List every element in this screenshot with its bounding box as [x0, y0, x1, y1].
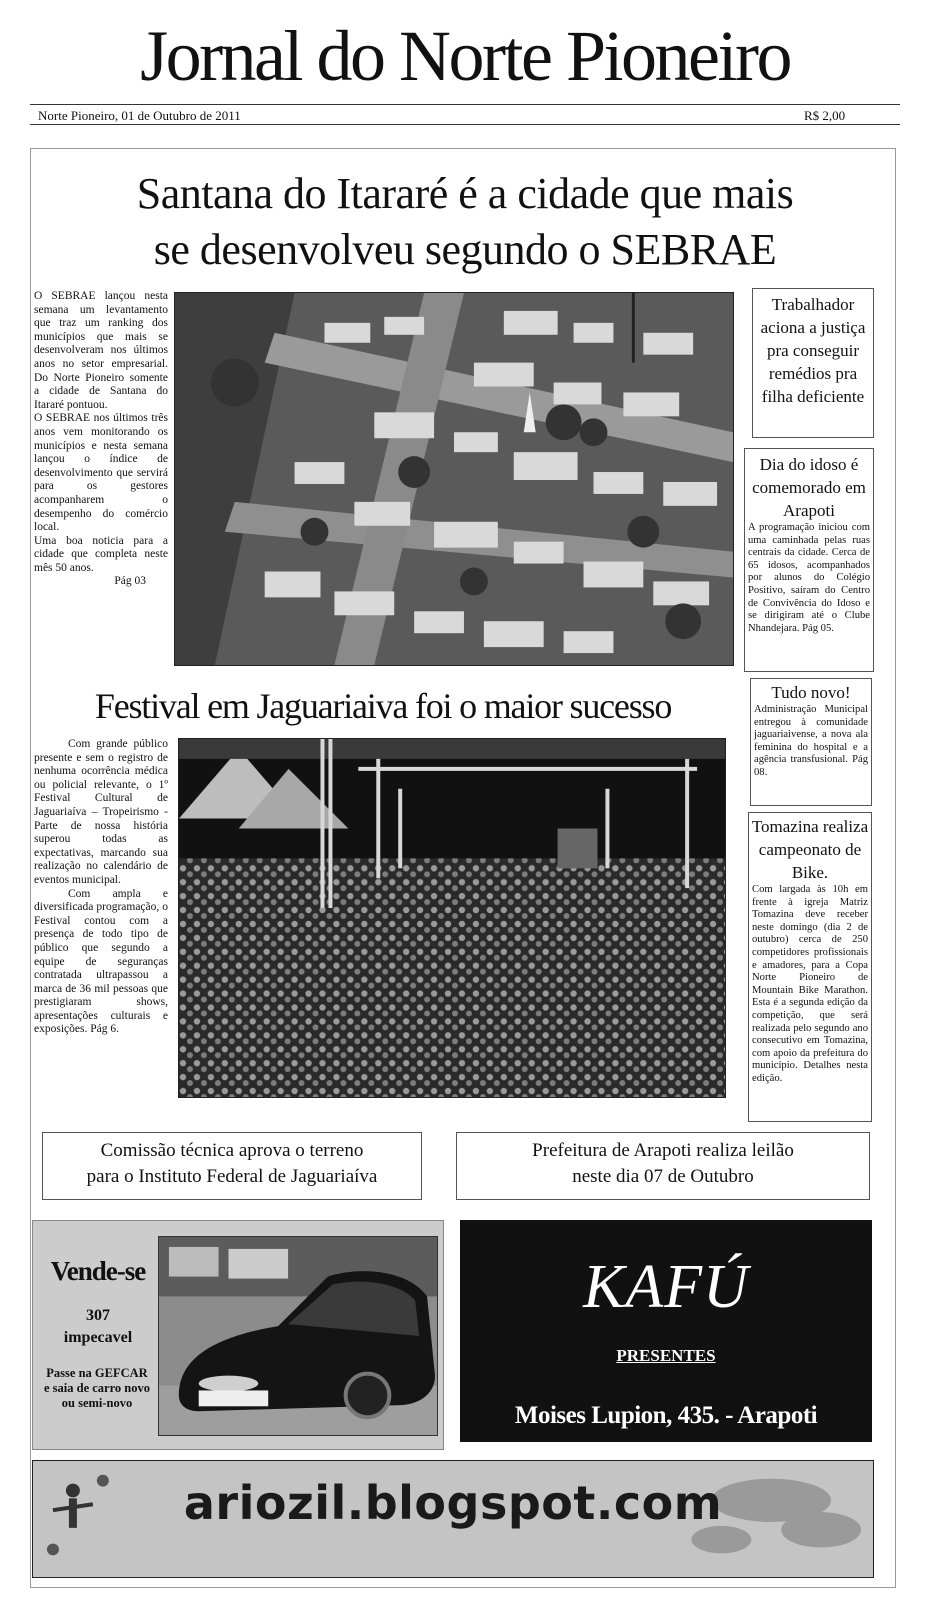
- festival-photo-graphic: [179, 739, 725, 1097]
- hospital-title: Tudo novo!: [771, 683, 851, 702]
- masthead-rule-top: [30, 104, 900, 105]
- festival-paragraph-1: Com grande público presente e sem o registro de nenhuma ocorrência médica ou policial relevante, o 1º Festival Cultural de Jaguariaíva – Tropeirismo - Parte de nossa história superou todas as expectativas, marcando sua realização no calendário de eventos municipal.: [34, 738, 168, 886]
- worker-title: Trabalhador aciona a justiça pra conseguir remédios pra filha deficiente: [760, 295, 866, 406]
- lead-paragraph-1: O SEBRAE lançou nesta semana um levantamento que traz um ranking dos municípios que mais se desenvolveram nos últimos anos no setor empresarial. Do Norte Pioneiro somente a cidade de Santana do Itararé pontuou.: [34, 290, 168, 411]
- festival-crowd-photo: [178, 738, 726, 1098]
- festival-story-text: [34, 738, 168, 1037]
- lead-page-ref: Pág 03: [114, 575, 146, 588]
- sidebox-hospital: [750, 678, 872, 806]
- bike-title: Tomazina realiza campeonato de Bike.: [751, 817, 869, 882]
- aerial-town-photo: [174, 292, 734, 666]
- car-photo: [158, 1236, 438, 1436]
- federal-institute-story: [42, 1132, 422, 1200]
- auction-line1: Prefeitura de Arapoti realiza leilão: [532, 1140, 794, 1161]
- lead-story-text: [34, 290, 168, 589]
- car-ad-cta: [36, 1366, 158, 1411]
- kafu-brand: KAFÚ: [583, 1253, 749, 1321]
- car-ad-cta-line2: e saia de carro novo: [43, 1381, 150, 1395]
- hospital-body: Administração Municipal entregou à comunidade jaguariaivense, a nova ala feminina do hospital e a agência transfusional. Pág 08.: [754, 704, 868, 778]
- sidebox-worker: [752, 288, 874, 438]
- elderly-title: Dia do idoso é comemorado em Arapoti: [752, 455, 866, 520]
- aerial-photo-graphic: [175, 293, 733, 665]
- lead-headline-line2: se desenvolveu segundo o SEBRAE: [153, 225, 777, 274]
- bike-body: Com largada às 10h em frente à igreja Matriz Tomazina deve receber neste domingo (dia 2 de outubro) cerca de 250 competidores profissionais e amadores, para a Copa Norte Pioneiro de Mountain Bike Marathon. Esta é a segunda edição da competição, que será realizada pelo segundo ano consecutivo em Tomazina, com apoio da prefeitura do município. Detalhes nesta edição.: [752, 884, 868, 1084]
- car-ad-model-line1: 307: [86, 1307, 110, 1324]
- auction-line2: neste dia 07 de Outubro: [572, 1166, 754, 1187]
- car-ad-title: Vende-se: [50, 1256, 146, 1286]
- car-ad-cta-line3: ou semi-novo: [61, 1396, 133, 1410]
- lead-paragraph-3: Uma boa noticia para a cidade que completa neste mês 50 anos.: [34, 534, 168, 574]
- lead-paragraph-2: O SEBRAE nos últimos três anos vem monitorando os municípios e nesta semana lançou o índice de desenvolvimento que servirá para os gestores acompanharem o desempenho do comércio local.: [34, 412, 168, 534]
- masthead-title: Jornal do Norte Pioneiro: [140, 16, 790, 96]
- kafu-address: Moises Lupion, 435. - Arapoti: [514, 1402, 818, 1429]
- federal-institute-line1: Comissão técnica aprova o terreno: [100, 1140, 364, 1161]
- masthead-rule-bottom: [30, 124, 900, 125]
- lead-headline-line1: Santana do Itararé é a cidade que mais: [136, 169, 794, 218]
- car-ad-model: [38, 1305, 158, 1349]
- car-ad-model-line2: impecavel: [63, 1329, 133, 1346]
- kafu-subtitle: PRESENTES: [616, 1346, 716, 1365]
- lead-headline: [40, 166, 890, 278]
- car-ad-cta-line1: Passe na GEFCAR: [46, 1366, 148, 1380]
- federal-institute-line2: para o Instituto Federal de Jaguariaíva: [86, 1166, 378, 1187]
- sidebox-bike: [748, 812, 872, 1122]
- elderly-body: A programação iniciou com uma caminhada pelas ruas centrais da cidade. Cerca de 65 idosos, acompanhados por alunos do Colégio Positivo, saíram do Centro de Convivência do Idoso e se dirigiram até o Clube Nhandejara. Pág 05.: [748, 522, 870, 634]
- car-graphic: [159, 1237, 437, 1435]
- price: R$ 2,00: [804, 108, 846, 123]
- blog-url[interactable]: ariozil.blogspot.com: [183, 1476, 723, 1530]
- festival-headline: Festival em Jaguariaiva foi o maior sucesso: [94, 686, 672, 726]
- dateline: Norte Pioneiro, 01 de Outubro de 2011: [38, 108, 241, 123]
- sidebox-elderly: [744, 448, 874, 672]
- festival-paragraph-2: Com ampla e diversificada programação, o Festival contou com a presença de todo tipo de público que segundo a equipe de seguranças contratada ultrapassou a marca de 36 mil pessoas que prestigiaram shows, apresentações culturais e exposições. Pág 6.: [34, 887, 168, 1036]
- auction-story: [456, 1132, 870, 1200]
